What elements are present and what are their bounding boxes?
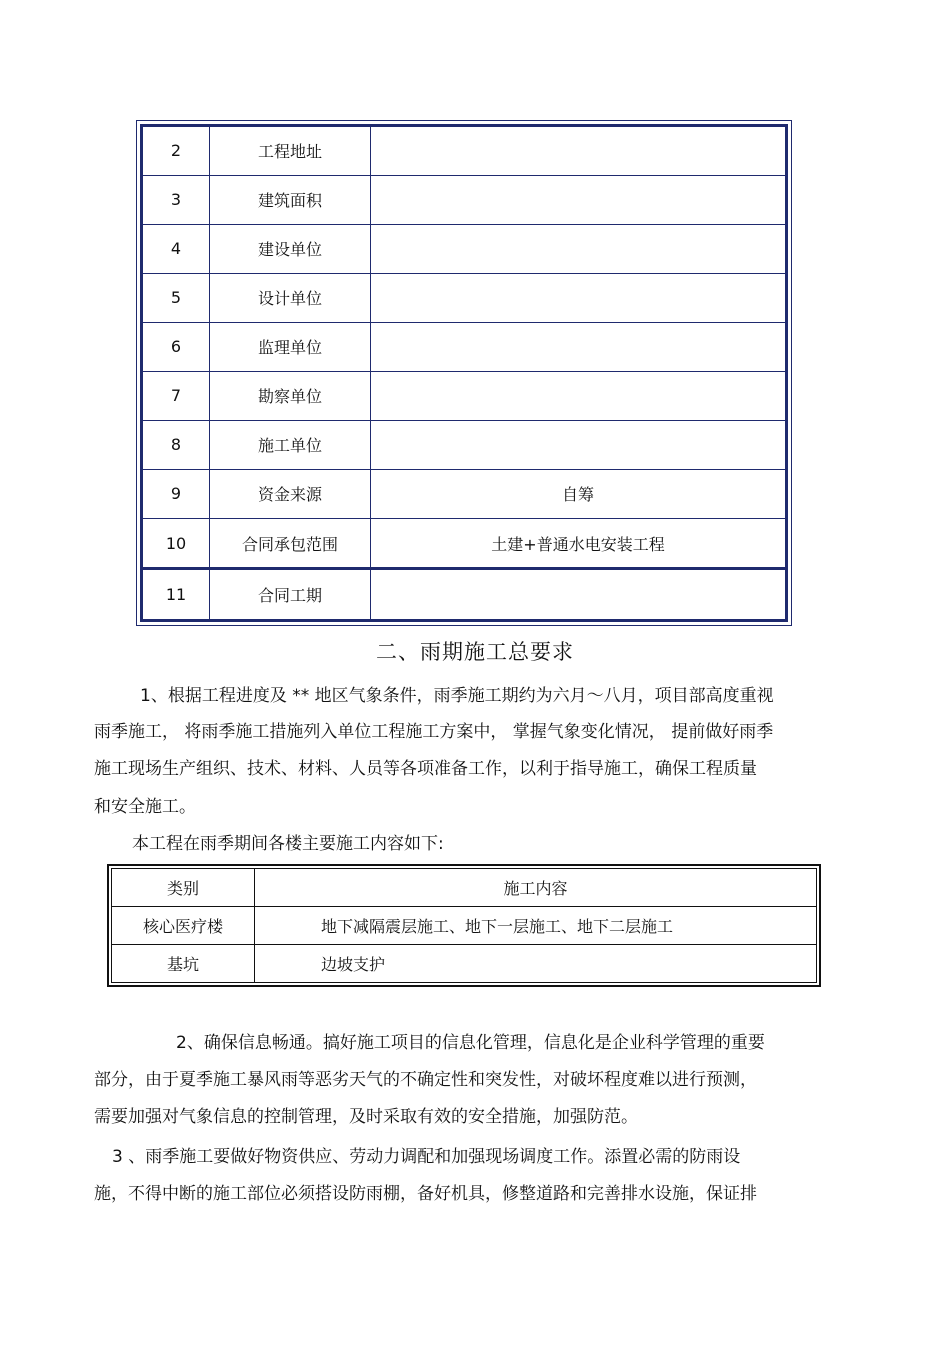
paragraph-3-line-2: 施，不得中断的施工部位必须搭设防雨棚，备好机具，修整道路和完善排水设施，保证排 xyxy=(94,1184,757,1204)
row-value xyxy=(371,273,786,322)
row-content: 边坡支护 xyxy=(255,945,817,983)
row-label: 工程地址 xyxy=(210,127,371,175)
row-value xyxy=(371,322,786,371)
row-value xyxy=(371,224,786,273)
table-row xyxy=(112,907,817,945)
table-row xyxy=(143,273,785,322)
row-content: 地下减隔震层施工、地下一层施工、地下二层施工 xyxy=(255,907,817,945)
row-category: 核心医疗楼 xyxy=(112,907,255,945)
row-value xyxy=(371,420,786,469)
paragraph-2-line-3: 需要加强对气象信息的控制管理，及时采取有效的安全措施，加强防范。 xyxy=(94,1107,638,1127)
paragraph-3-line-1: 3 、雨季施工要做好物资供应、劳动力调配和加强现场调度工作。添置必需的防雨设 xyxy=(112,1147,741,1167)
table-row xyxy=(143,224,785,273)
row-number: 8 xyxy=(143,420,210,469)
table-row xyxy=(112,945,817,983)
row-number: 2 xyxy=(143,127,210,175)
row-value: 土建+普通水电安装工程 xyxy=(371,518,786,569)
row-category: 基坑 xyxy=(112,945,255,983)
construction-content-table xyxy=(107,864,821,987)
row-value xyxy=(371,371,786,420)
table-header-row xyxy=(112,869,817,907)
paragraph-1-line-1: 1、根据工程进度及 ** 地区气象条件，雨季施工期约为六月～八月，项目部高度重视 xyxy=(140,686,774,706)
row-label: 勘察单位 xyxy=(210,371,371,420)
paragraph-1-line-4: 和安全施工。 xyxy=(94,797,196,817)
row-label: 施工单位 xyxy=(210,420,371,469)
row-value xyxy=(371,127,786,175)
row-number: 3 xyxy=(143,175,210,224)
project-info-table xyxy=(136,120,792,626)
row-value xyxy=(371,175,786,224)
row-label: 监理单位 xyxy=(210,322,371,371)
paragraph-1-line-2: 雨季施工， 将雨季施工措施列入单位工程施工方案中， 掌握气象变化情况， 提前做好雨季 xyxy=(94,722,774,742)
paragraph-2-line-1: 2、确保信息畅通。搞好施工项目的信息化管理，信息化是企业科学管理的重要 xyxy=(176,1033,765,1053)
row-label: 建设单位 xyxy=(210,224,371,273)
row-number: 5 xyxy=(143,273,210,322)
intro-line: 本工程在雨季期间各楼主要施工内容如下: xyxy=(132,834,444,854)
row-label: 资金来源 xyxy=(210,469,371,518)
row-number: 10 xyxy=(143,518,210,569)
header-content: 施工内容 xyxy=(255,869,817,907)
row-number: 4 xyxy=(143,224,210,273)
paragraph-1-line-3: 施工现场生产组织、技术、材料、人员等各项准备工作，以利于指导施工，确保工程质量 xyxy=(94,759,757,779)
row-number: 6 xyxy=(143,322,210,371)
table-row xyxy=(143,469,785,518)
table-row xyxy=(143,371,785,420)
row-value: 自筹 xyxy=(371,469,786,518)
row-number: 11 xyxy=(143,569,210,619)
table-row xyxy=(143,420,785,469)
row-number: 7 xyxy=(143,371,210,420)
table-row xyxy=(143,127,785,175)
header-category: 类别 xyxy=(112,869,255,907)
row-label: 设计单位 xyxy=(210,273,371,322)
row-number: 9 xyxy=(143,469,210,518)
section-title: 二、雨期施工总要求 xyxy=(376,640,574,664)
table-row xyxy=(143,175,785,224)
row-label: 合同工期 xyxy=(210,569,371,619)
row-label: 合同承包范围 xyxy=(210,518,371,569)
table-row xyxy=(143,518,785,569)
table-row xyxy=(143,322,785,371)
row-label: 建筑面积 xyxy=(210,175,371,224)
paragraph-2-line-2: 部分，由于夏季施工暴风雨等恶劣天气的不确定性和突发性，对破坏程度难以进行预测， xyxy=(94,1070,757,1090)
table-row xyxy=(143,569,785,619)
row-value xyxy=(371,569,786,619)
